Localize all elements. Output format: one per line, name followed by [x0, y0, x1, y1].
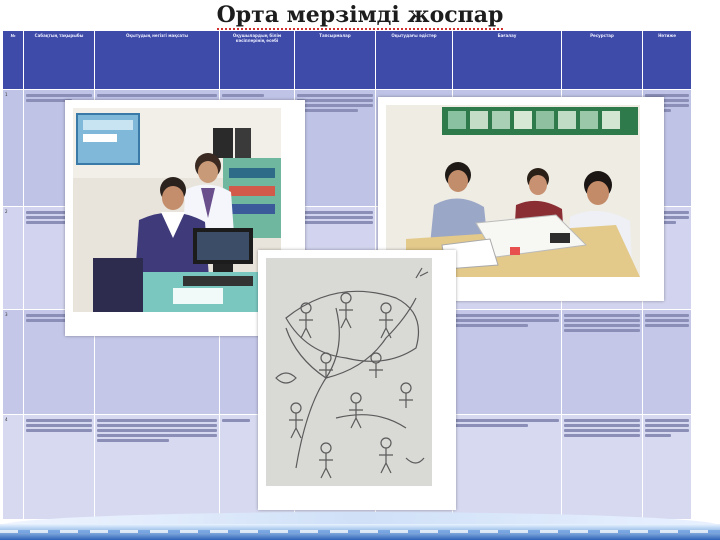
column-header: Нәтиже — [643, 31, 692, 90]
column-header: Тапсырмалар — [295, 31, 376, 90]
page-title: Орта мерзімді жоспар — [216, 2, 504, 28]
column-header: № — [3, 31, 24, 90]
column-header: Оқытудың негізгі мақсаты — [95, 31, 220, 90]
row-number: 2 — [3, 207, 24, 310]
row-number: 1 — [3, 90, 24, 207]
column-header: Сабақтың тақырыбы — [24, 31, 95, 90]
column-header: Оқушылардың білім кәсіплерінің есебі — [220, 31, 295, 90]
poster-drawing-image — [266, 258, 432, 486]
row-number: 4 — [3, 415, 24, 520]
poster-drawing — [258, 250, 456, 510]
column-header: Оқытудағы әдістер — [376, 31, 453, 90]
office-photo-image — [73, 108, 281, 312]
column-header: Ресурстар — [562, 31, 643, 90]
column-header: Бағалау — [453, 31, 562, 90]
table-header-row — [3, 31, 692, 90]
row-number: 3 — [3, 310, 24, 415]
footer-decor-bar — [0, 524, 720, 540]
